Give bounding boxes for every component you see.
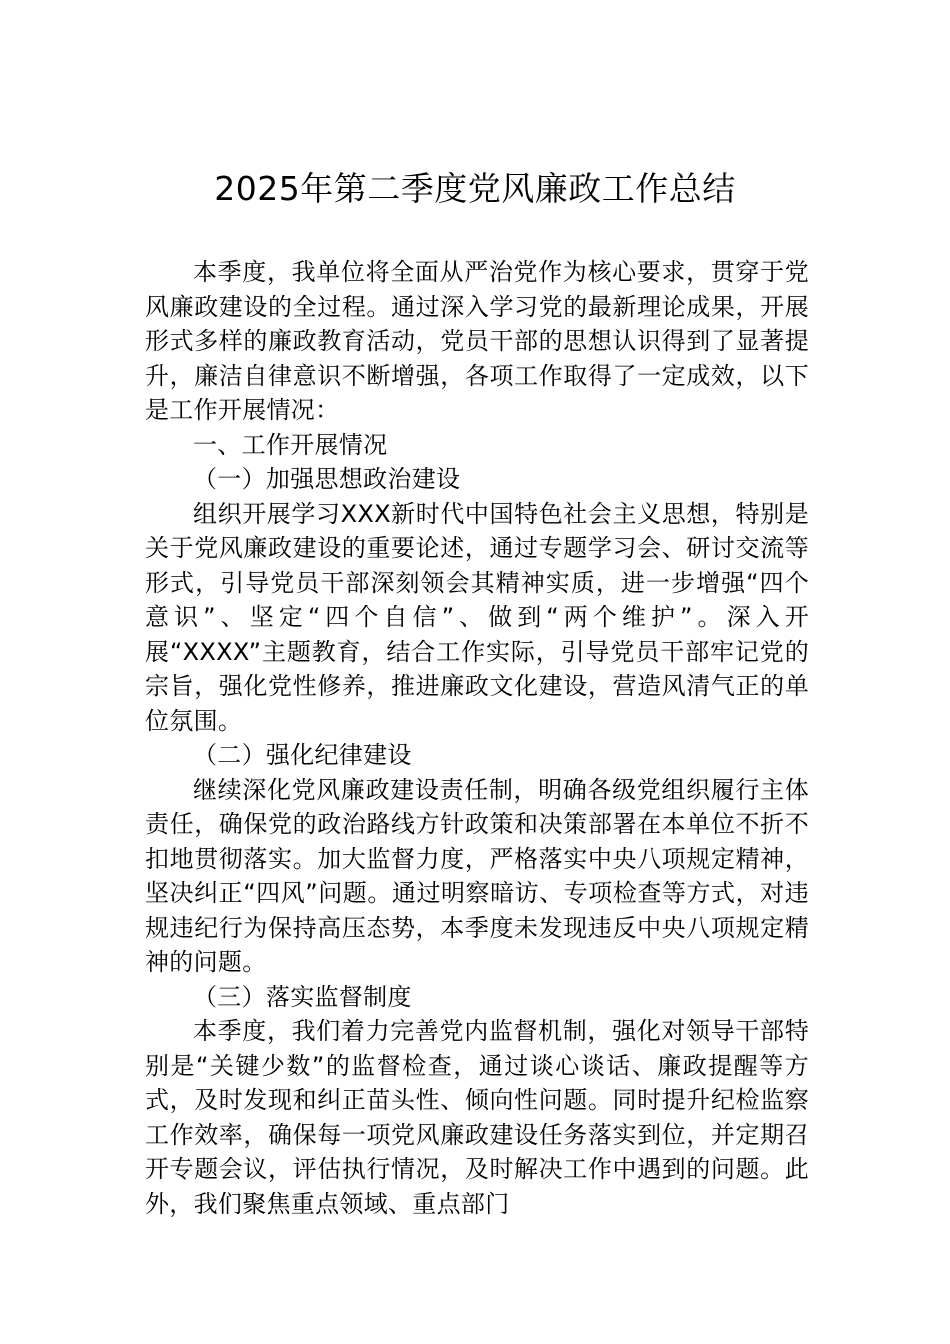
document-title: 2025年第二季度党风廉政工作总结 [214,169,736,208]
section-heading: 一、工作开展情况 [193,430,388,459]
body-paragraph: 组织开展学习XXX新时代中国特色社会主义思想，特别是关于党风廉政建设的重要论述，通过专题学习会、研讨交流等形式，引导党员干部深刻领会其精神实质，进一步增强“四个意识”、坚定“四个自信”、做到“两个维护”。深入开展“XXXX”主题教育，结合工作实际，引导党员干部牢记党的宗旨，强化党性修养，推进廉政文化建设，营造风清气正的单位氛围。 [145,499,809,735]
intro-paragraph: 本季度，我单位将全面从严治党作为核心要求，贯穿于党风廉政建设的全过程。通过深入学习党的最新理论成果，开展形式多样的廉政教育活动，党员干部的思想认识得到了显著提升，廉洁自律意识不断增强，各项工作取得了一定成效，以下是工作开展情况： [145,258,809,424]
document-body [145,255,809,1221]
subsection-heading: （二）强化纪律建设 [193,741,412,769]
subsection-heading: （一）加强思想政治建设 [193,465,461,493]
subsection-heading: （三）落实监督制度 [193,982,412,1011]
body-paragraph: 本季度，我们着力完善党内监督机制，强化对领导干部特别是“关键少数”的监督检查，通过谈心谈话、廉政提醒等方式，及时发现和纠正苗头性、倾向性问题。同时提升纪检监察工作效率，确保每一项党风廉政建设任务落实到位，并定期召开专题会议，评估执行情况，及时解决工作中遇到的问题。此外，我们聚焦重点领域、重点部门 [145,1017,809,1218]
body-paragraph: 继续深化党风廉政建设责任制，明确各级党组织履行主体责任，确保党的政治路线方针政策和决策部署在本单位不折不扣地贯彻落实。加大监督力度，严格落实中央八项规定精神，坚决纠正“四风”问题。通过明察暗访、专项检查等方式，对违规违纪行为保持高压态势，本季度未发现违反中央八项规定精神的问题。 [145,775,809,976]
